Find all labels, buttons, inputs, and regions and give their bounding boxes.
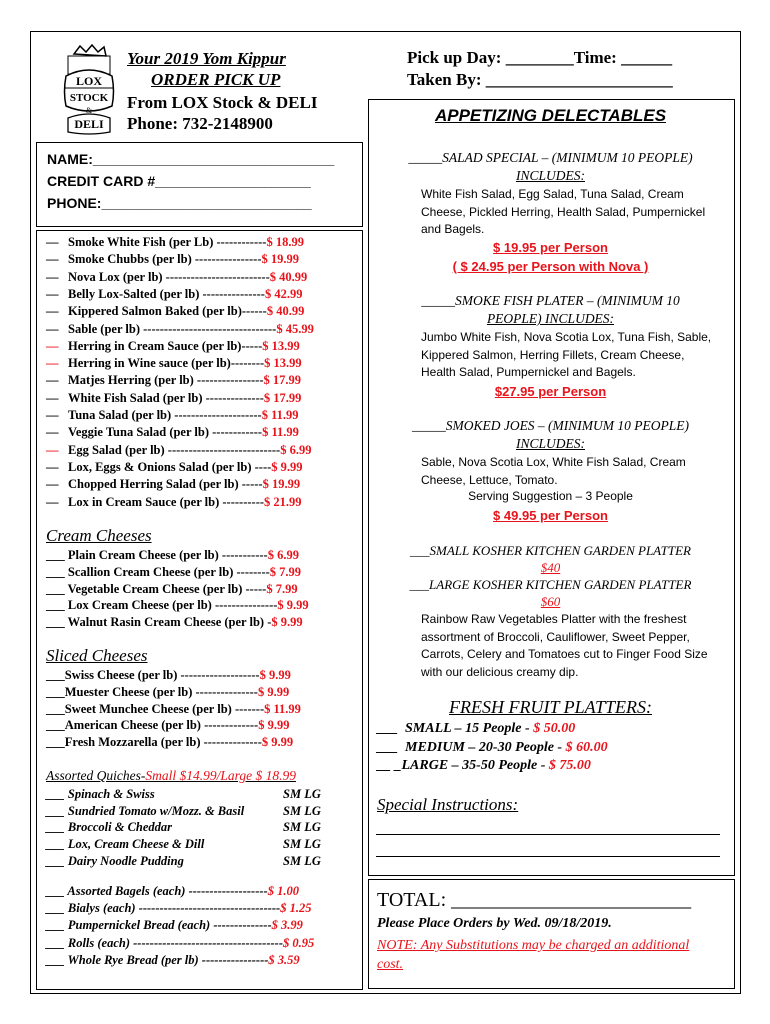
smoked-joes-price: $ 49.95 per Person <box>493 508 608 523</box>
blank-line: ___ <box>377 739 405 755</box>
dash-marker: — <box>46 477 59 492</box>
item-name: Lox Cream Cheese (per lb) --------------- <box>67 598 278 613</box>
special-instructions-line-2[interactable] <box>376 856 720 857</box>
appetizing-title: APPETIZING DELECTABLES <box>434 106 667 125</box>
blank-line: ___ <box>46 684 65 699</box>
item-price: $ 7.99 <box>266 581 298 596</box>
sliced-cheese-row[interactable] <box>46 735 293 750</box>
item-price: $ 7.99 <box>269 564 302 579</box>
lox-stock-deli-logo <box>60 44 118 136</box>
dash-marker: — <box>46 338 59 353</box>
item-name: Rolls (each) ------------------------------------ <box>67 935 283 950</box>
svg-text:DELI: DELI <box>74 117 104 131</box>
item-price: $ 19.99 <box>262 477 301 492</box>
item-name: Sable (per lb) -------------------------------- <box>68 321 277 336</box>
dash-marker: — <box>46 252 59 267</box>
quiche-row[interactable] <box>46 854 184 869</box>
dash-marker: — <box>46 321 59 336</box>
blank-line: ___ <box>46 787 68 801</box>
blank-line: ___ <box>46 668 65 682</box>
credit-card-field[interactable]: CREDIT CARD #____________________ <box>47 173 311 189</box>
fruit-name: LARGE – 35-50 People - <box>401 758 549 773</box>
smoke-fish-desc: Jumbo White Fish, Nova Scotia Lox, Tuna Fish, Sable, Kippered Salmon, Herring Fillets, Cream Cheese, Health Salad, Pumpernickel and Bagels. <box>421 330 712 379</box>
fruit-heading: FRESH FRUIT PLATTERS: <box>449 697 652 717</box>
dash-marker: — <box>46 304 59 319</box>
item-price: $ 11.99 <box>261 408 299 422</box>
fruit-name: MEDIUM – 20-30 People - <box>405 739 566 755</box>
item-price: $ 3.59 <box>268 952 300 967</box>
phone-field[interactable]: PHONE:___________________________ <box>47 195 312 211</box>
item-price: $ 40.99 <box>269 269 308 284</box>
large-garden-price: $60 <box>540 594 561 609</box>
dash-marker: — <box>46 494 59 509</box>
menu-item-row[interactable] <box>46 287 302 302</box>
header-subtitle: ORDER PICK UP <box>151 70 281 89</box>
dash-marker: — <box>46 356 59 371</box>
item-name: Chopped Herring Salad (per lb) ----- <box>68 477 263 492</box>
pickup-day-field[interactable]: Pick up Day: ________Time: ______ <box>407 48 673 67</box>
menu-item-row[interactable] <box>46 373 301 388</box>
blank-line: ___ <box>46 820 68 835</box>
small-garden-platter[interactable]: ___SMALL KOSHER KITCHEN GARDEN PLATTER <box>410 543 691 558</box>
item-name: Lox in Cream Sauce (per lb) ---------- <box>68 494 265 509</box>
large-garden-platter[interactable]: ___LARGE KOSHER KITCHEN GARDEN PLATTER <box>409 577 692 592</box>
item-price: $ 42.99 <box>264 286 303 301</box>
bread-row[interactable] <box>46 884 299 899</box>
name-field[interactable]: NAME:_______________________________ <box>47 151 335 167</box>
menu-item-row[interactable] <box>46 235 304 250</box>
dash-marker: — <box>46 286 59 301</box>
item-name: Scallion Cream Cheese (per lb) -------- <box>67 564 270 579</box>
menu-item-row[interactable] <box>46 356 302 371</box>
item-price: $ 9.99 <box>257 684 290 699</box>
garden-desc: Rainbow Raw Vegetables Platter with the freshest assortment of Broccoli, Cauliflower, Sweet Pepper, Carrots, Celery and Tomatoes cut to Finger Food Size with our delicious creamy dip. <box>421 612 708 679</box>
menu-item-row[interactable] <box>46 252 299 267</box>
item-name: Lox, Eggs & Onions Salad (per lb) ---- <box>68 459 272 474</box>
quiche-row[interactable] <box>46 804 244 819</box>
smoked-joes-includes: INCLUDES: <box>515 436 585 451</box>
sliced-cheese-row[interactable] <box>46 702 301 717</box>
item-price: $ 17.99 <box>263 390 302 405</box>
dash-marker: — <box>46 235 59 249</box>
bread-row[interactable] <box>46 936 314 951</box>
salad-special-price: $ 19.95 per Person <box>493 240 608 255</box>
item-price: $ 11.99 <box>264 701 301 716</box>
blank-line: ___ <box>46 615 68 630</box>
item-name: Pumpernickel Bread (each) -------------- <box>67 918 272 933</box>
smoke-fish-title[interactable]: _____SMOKE FISH PLATER – (MINIMUM 10 <box>421 293 680 308</box>
bread-row[interactable] <box>46 918 303 933</box>
quiche-sizes[interactable]: SM LG <box>283 787 321 801</box>
blank-line: ___ <box>46 901 68 916</box>
header-store: From LOX Stock & DELI <box>127 93 318 112</box>
fruit-platter-row[interactable] <box>377 758 591 774</box>
sliced-cheese-row[interactable] <box>46 668 291 683</box>
cream-cheese-row[interactable] <box>46 615 303 630</box>
item-price: $ 1.00 <box>267 884 299 898</box>
quiches-prices: Small $14.99/Large $ 18.99 <box>145 768 296 783</box>
smoked-joes-desc: Sable, Nova Scotia Lox, White Fish Salad, Cream Cheese, Lettuce, Tomato. <box>421 455 686 487</box>
item-name: Walnut Rasin Cream Cheese (per lb) - <box>67 615 272 630</box>
item-price: $ 9.99 <box>271 615 303 630</box>
blank-line: ___ <box>46 581 68 596</box>
item-price: $ 9.99 <box>259 668 291 682</box>
order-deadline: Please Place Orders by Wed. 09/18/2019. <box>377 916 612 931</box>
cream-cheeses-heading: Cream Cheeses <box>46 526 152 545</box>
quiche-sizes[interactable]: SM LG <box>283 803 321 818</box>
item-price: $ 1.25 <box>280 901 312 916</box>
blank-line: ___ <box>46 935 68 950</box>
quiche-row[interactable] <box>46 787 155 802</box>
item-price: $ 13.99 <box>262 338 300 353</box>
menu-item-row[interactable] <box>46 304 304 319</box>
blank-line: ___ <box>46 598 68 613</box>
dash-marker: — <box>46 442 59 457</box>
menu-item-row[interactable] <box>46 339 300 354</box>
dash-marker: — <box>46 390 59 405</box>
menu-item-row[interactable] <box>46 270 307 285</box>
fruit-price: $ 50.00 <box>533 721 576 736</box>
quiches-title: Assorted Quiches- <box>46 768 146 783</box>
item-name: White Fish Salad (per lb) -------------- <box>68 390 264 405</box>
menu-item-row[interactable] <box>46 477 300 492</box>
blank-line: ___ <box>46 718 65 733</box>
item-name: Belly Lox-Salted (per lb) --------------- <box>68 286 265 301</box>
fruit-price: $ 75.00 <box>548 758 591 773</box>
cream-cheese-row[interactable] <box>46 582 298 597</box>
item-name: Smoke White Fish (per Lb) ------------ <box>68 235 267 249</box>
total-field[interactable]: TOTAL: ________________________ <box>377 889 692 911</box>
dash-marker: — <box>46 425 59 440</box>
item-name: Fresh Mozzarella (per lb) -------------- <box>64 735 262 750</box>
blank-line: ___ <box>46 803 68 818</box>
cream-cheese-row[interactable] <box>46 565 301 580</box>
quiche-row[interactable] <box>46 837 204 852</box>
dash-marker: — <box>46 459 59 474</box>
item-name: Muester Cheese (per lb) --------------- <box>64 684 258 699</box>
quiche-sizes[interactable]: SM LG <box>283 820 321 835</box>
item-price: $ 18.99 <box>266 235 304 249</box>
item-name: Tuna Salad (per lb) --------------------- <box>68 408 262 422</box>
customer-info-box <box>36 142 363 227</box>
sliced-cheeses-heading: Sliced Cheeses <box>46 646 148 665</box>
salad-special-nova-price: ( $ 24.95 per Person with Nova ) <box>452 259 649 274</box>
item-name: Whole Rye Bread (per lb) ---------------- <box>67 952 269 967</box>
salad-special-desc: White Fish Salad, Egg Salad, Tuna Salad, Cream Cheese, Pickled Herring, Health Salad, Pumpernickel and Bagels. <box>421 187 706 236</box>
item-name: Vegetable Cream Cheese (per lb) ----- <box>67 581 267 596</box>
svg-text:STOCK: STOCK <box>69 92 109 104</box>
sliced-cheese-row[interactable] <box>46 718 289 733</box>
item-name: Herring in Wine sauce (per lb)-------- <box>68 356 265 371</box>
item-price: $ 9.99 <box>258 718 290 733</box>
item-name: Sweet Munchee Cheese (per lb) ------- <box>64 701 265 716</box>
blank-line: ___ <box>46 548 68 562</box>
smoked-joes-title[interactable]: _____SMOKED JOES – (MINIMUM 10 PEOPLE) <box>411 418 690 433</box>
menu-item-row[interactable] <box>46 460 303 475</box>
blank-line: ___ <box>46 837 68 852</box>
special-instructions-line-1[interactable] <box>376 834 720 835</box>
dash-marker: — <box>46 408 59 422</box>
item-name: Swiss Cheese (per lb) ------------------- <box>64 668 260 682</box>
item-name: Egg Salad (per lb) --------------------------- <box>68 442 281 457</box>
smoke-fish-includes: PEOPLE) INCLUDES: <box>486 311 615 326</box>
item-name: Smoke Chubbs (per lb) ---------------- <box>68 252 262 267</box>
header-title: Your 2019 Yom Kippur <box>127 49 286 68</box>
item-price: $ 13.99 <box>264 356 302 371</box>
item-name: Matjes Herring (per lb) ---------------- <box>68 373 264 388</box>
smoke-fish-price: $27.95 per Person <box>494 384 607 399</box>
menu-item-row[interactable] <box>46 443 311 458</box>
blank-line: ___ <box>46 952 68 967</box>
item-price: $ 3.99 <box>271 918 303 933</box>
item-price: $ 19.99 <box>261 252 299 267</box>
blank-line: ___ <box>46 735 65 750</box>
blank-line: __ _ <box>377 758 402 773</box>
item-name: Herring in Cream Sauce (per lb)----- <box>68 338 263 353</box>
fruit-name: SMALL – 15 People - <box>405 721 534 736</box>
item-name: Dairy Noodle Pudding <box>67 853 184 868</box>
item-name: Nova Lox (per lb) ------------------------- <box>68 269 270 284</box>
svg-text:&: & <box>85 106 93 115</box>
item-price: $ 45.99 <box>276 321 314 336</box>
blank-line: ___ <box>377 721 405 736</box>
dash-marker: — <box>46 269 59 284</box>
item-name: Broccoli & Cheddar <box>67 820 173 835</box>
item-name: Plain Cream Cheese (per lb) ----------- <box>67 548 268 562</box>
blank-line: ___ <box>46 853 68 868</box>
quiche-sizes[interactable]: SM LG <box>283 853 321 868</box>
blank-line: ___ <box>46 884 68 898</box>
item-name: Sundried Tomato w/Mozz. & Basil <box>67 803 245 818</box>
svg-text:LOX: LOX <box>75 74 103 88</box>
item-price: $ 17.99 <box>263 373 302 388</box>
taken-by-field[interactable]: Taken By: ______________________ <box>407 70 673 89</box>
item-price: $ 6.99 <box>267 548 299 562</box>
blank-line: ___ <box>46 564 68 579</box>
menu-item-row[interactable] <box>46 391 301 406</box>
item-name: Bialys (each) ---------------------------------- <box>67 901 281 916</box>
cream-cheese-row[interactable] <box>46 548 299 563</box>
fruit-price: $ 60.00 <box>565 739 608 755</box>
item-price: $ 0.95 <box>283 935 315 950</box>
item-name: Lox, Cream Cheese & Dill <box>67 837 205 852</box>
item-price: $ 11.99 <box>262 425 299 440</box>
cream-cheese-row[interactable] <box>46 598 309 613</box>
item-name: Kippered Salmon Baked (per lb)------ <box>68 304 267 319</box>
dash-marker: — <box>46 373 59 388</box>
bread-row[interactable] <box>46 901 311 916</box>
item-price: $ 9.99 <box>261 735 294 750</box>
menu-item-row[interactable] <box>46 495 302 510</box>
fruit-platter-row[interactable] <box>377 740 608 756</box>
menu-item-row[interactable] <box>46 322 314 337</box>
item-name: Veggie Tuna Salad (per lb) ------------ <box>68 425 263 440</box>
sliced-cheese-row[interactable] <box>46 685 289 700</box>
small-garden-price: $40 <box>540 560 561 575</box>
header-phone: Phone: 732-2148900 <box>127 114 273 133</box>
blank-line: ___ <box>46 918 68 933</box>
item-price: $ 9.99 <box>271 459 303 474</box>
menu-item-row[interactable] <box>46 425 299 440</box>
special-instructions-heading: Special Instructions: <box>377 795 519 814</box>
fruit-platter-row[interactable] <box>377 721 575 737</box>
smoked-joes-suggestion: Serving Suggestion – 3 People <box>468 489 633 503</box>
blank-line: ___ <box>46 701 65 716</box>
quiche-row[interactable] <box>46 820 172 835</box>
item-price: $ 40.99 <box>266 304 305 319</box>
item-name: Assorted Bagels (each) ------------------- <box>67 884 268 898</box>
item-price: $ 6.99 <box>280 442 312 457</box>
quiche-sizes[interactable]: SM LG <box>283 837 321 852</box>
menu-item-row[interactable] <box>46 408 299 423</box>
salad-special-title[interactable]: _____SALAD SPECIAL – (MINIMUM 10 PEOPLE) <box>408 150 693 165</box>
quiches-heading <box>46 768 296 784</box>
item-name: Spinach & Swiss <box>67 787 155 801</box>
item-price: $ 21.99 <box>264 494 302 509</box>
item-name: American Cheese (per lb) ------------- <box>64 718 259 733</box>
substitution-note: NOTE: Any Substitutions may be charged an additional cost. <box>377 938 690 972</box>
bread-row[interactable] <box>46 953 300 968</box>
item-price: $ 9.99 <box>277 598 309 613</box>
salad-special-includes: INCLUDES: <box>515 168 585 183</box>
